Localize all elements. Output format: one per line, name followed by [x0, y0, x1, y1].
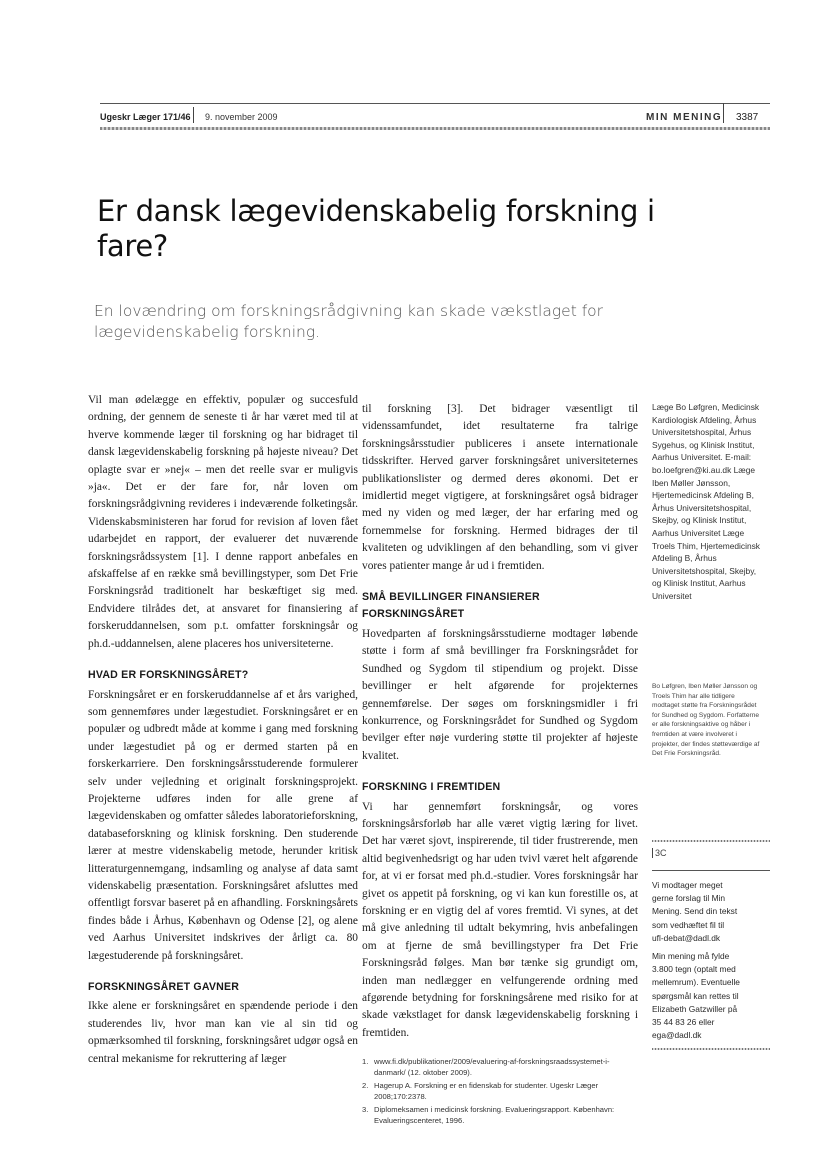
box-logo: [652, 848, 770, 870]
reference-item: [362, 1056, 638, 1078]
body-paragraph: til forskning [3]. Det bidrager væsentligt til videnssamfundet, idet resultaterne fra talrige forskningsårsstudier publiceres i ansete internationale tidsskrifter. Herved garver forskningsåret universiteternes publikationslister og dermed deres økonomi. Det er imidlertid meget vigtigere, at forskningsåret også bidrager med ny viden og med læger, der har erfaring med og fornemmelse for forskning. Hermed bidrages der til kvaliteten og udviklingen af den behandling, som vi giver vores patienter mange år ud i fremtiden.: [362, 403, 638, 572]
reference-number: 2.: [362, 1081, 369, 1091]
body-column-2: [362, 401, 638, 1128]
journal-name: Ugeskr Læger 171/46: [100, 112, 191, 122]
body-paragraph: Hovedparten af forskningsårsstudierne modtager løbende støtte i form af små bevillinger fra Forskningsrådet for Sundhed og Sygdom til stipendium og projekt. Disse bevillinger er helt afgørende for projekternes gennemførelse. Der søges om forskningsmidler i fri konkurrence, og Forskningsrådet for Sundhed og Sygdom bevilger efter nøje vurdering støtte til projekter af højeste kvalitet.: [362, 627, 638, 762]
info-line: Vi modtager meget: [652, 880, 723, 890]
issue-date: 9. november 2009: [205, 112, 278, 122]
info-line: Elizabeth Gatzwiller på: [652, 1003, 738, 1014]
section-label: MIN MENING: [646, 112, 723, 123]
reference-text: Diplomeksamen i medicinsk forskning. Evalueringsrapport. København: Evalueringscenteret, 1996.: [374, 1105, 615, 1126]
info-line: gerne forslag til Min: [652, 893, 726, 904]
box-top-rule: [652, 840, 770, 842]
section-heading: FORSKNINGSÅRET GAVNER: [88, 981, 240, 993]
body-column-1: [88, 392, 358, 1068]
info-line: spørgsmål kan rettes til: [652, 990, 739, 1001]
section-heading: HVAD ER FORSKNINGSÅRET?: [88, 669, 249, 682]
body-paragraph: Ikke alene er forskningsåret en spændende periode i den studerendes liv, hvor man kan vie al sin tid og opmærksomhed til forskning, forskningsåret udgør også en central mekanisme for rekruttering af læger: [88, 1000, 358, 1065]
box-bottom-rule: [652, 1048, 770, 1050]
header-top-rule: [100, 103, 770, 104]
header-separator: [723, 103, 724, 123]
box-divider: [652, 870, 770, 871]
info-line: som vedhæftet fil til: [652, 919, 725, 930]
disclosure-text: Bo Løfgren, Iben Møller Jønsson og Troels Thim har alle tidligere modtaget støtte fra Forskningsrådet for Sundhed og Sygdom. Forfatterne er alle forskningsaktive og håber i fremtiden at være involveret i projekter, der findes støtteværdige af Det Frie Forskningsråd.: [652, 683, 760, 758]
info-line: mellemrum). Eventuelle: [652, 977, 740, 988]
submission-info: [652, 879, 770, 1042]
section-heading: SMÅ BEVILLINGER FINANSIERER FORSKNINGSÅRET: [362, 591, 540, 621]
body-paragraph: Vi har gennemført forskningsår, og vores forskningsårsforløb har alle været vigtig læring for livet. Det har været sjovt, inspirerende, til tider frustrerende, men altid begivenhedsrigt og har uden tvivl været helt afgørende for, at vi er forsat med ph.d.-studier. Vores forskningsår har givet os appetit på forskning, og vi kan kun forestille os, at forskning er en vigtig del af vores fremtid. Vi synes, at det må give anledning til udtalt bekymring, hvis anbefalingen om at fjerne de små bevillingstyper fra Det Frie Forskningsråd følges. Man bør tænke sig grundigt om, inden man nedlægger en velfungerende ordning med afgørende betydning for forskningsårene med risiko for at skade vækstlaget for dansk lægevidenskabelig forskning i fremtiden.: [362, 800, 638, 1039]
body-paragraph: Forskningsåret er en forskeruddannelse af et års varighed, som gennemføres under lægestudiet. Forskningsåret er en populær og udbredt måde at komme i gang med forskning under lægestudiet på og er dermed starten på en forskerkarriere. Den forskningsårsstuderende formulerer selv under vejledning et originalt forskningsprojekt. Projekterne udføres inden for alle grene af lægevidenskaben og omfatter således laboratorieforskning, databaseforskning og klinisk forskning. Den studerende lærer at mestre videnskabelig metode, herunder kritisk litteraturgennemgang, indsamling og analyse af data samt videnskabelig præsentation. Forskningsåret afsluttes med offentligt forsvar baseret på en afhandling. Forskningsårets findes både i Århus, København og Odense [2], og alene ved Aarhus Universitet indskrives der årligt ca. 80 lægestuderende på forskningsåret.: [88, 688, 358, 962]
page-number: 3387: [736, 112, 759, 123]
box-logo-text: 3C: [652, 848, 667, 858]
conflict-disclosure: [652, 682, 764, 759]
reference-number: 3.: [362, 1105, 369, 1115]
article-lead: En lovændring om forskningsrådgivning kan skade vækstlaget for lægevidenskabelig forskning.: [94, 302, 604, 341]
reference-list: [362, 1056, 638, 1126]
article-title: Er dansk lægevidenskabelig forskning i fare?: [97, 194, 655, 263]
section-heading: FORSKNING I FREMTIDEN: [362, 781, 501, 794]
reference-text: Hagerup A. Forskning er en fidenskab for studenter. Ugeskr Læger 2008;170:2378.: [374, 1081, 599, 1102]
running-header: [100, 103, 770, 125]
reference-item: [362, 1104, 638, 1126]
intro-paragraph: Vil man ødelægge en effektiv, populær og succesfuld ordning, der gennem de seneste ti år har været med til at hverve kommende læger til forskning og har bidraget til dansk lægevidenskabelig forskning på højeste niveau? Det oplagte svar er »nej« – men det reelle svar er muligvis »ja«. Det er der fare for, når loven om forskningsrådgivning revideres i indeværende folketingsår. Videnskabsministeren har forud for revision af loven fået udarbejdet en rapport, der evaluerer det nuværende forskningsrådssystem [1]. I denne rapport anbefales en afskaffelse af en række små bevillingstyper, som Det Frie Forskningsråd traditionelt har beskæftiget sig med. Endvidere tilrådes det, at ansvaret for finansiering af forskeruddannelsen, som p.t. omfatter forskningsår og ph.d.-uddannelsen, alene placeres hos universiteterne.: [88, 394, 358, 650]
author-affiliations: [652, 401, 764, 603]
header-bottom-rule: [100, 127, 770, 130]
contact-email[interactable]: ega@dadl.dk: [652, 1030, 702, 1041]
submission-email[interactable]: ufl-debat@dadl.dk: [652, 932, 721, 943]
reference-item: [362, 1080, 638, 1102]
reference-text: www.fi.dk/publikationer/2009/evaluering-af-forskningsraadssystemet-i-danmark/ (12. oktober 2009).: [374, 1057, 610, 1078]
info-line: 3.800 tegn (optalt med: [652, 964, 736, 975]
header-separator: [193, 107, 194, 123]
info-line: 35 44 83 26 eller: [652, 1017, 715, 1028]
reference-number: 1.: [362, 1057, 369, 1067]
info-line: Mening. Send din tekst: [652, 906, 738, 917]
submission-box: [652, 840, 770, 1050]
info-line: Min mening må fylde: [652, 951, 730, 962]
affiliations-text: Læge Bo Løfgren, Medicinsk Kardiologisk Afdeling, Århus Universitetshospital, Århus Sygehus, og Klinisk Institut, Aarhus Universitet. E-mail: bo.loefgren@ki.au.dk Læge Iben Møller Jønsson, Hjertemedicinsk Afdeling B, Århus Universitetshospital, Skejby, og Klinisk Institut, Aarhus Universitet Læge Troels Thim, Hjertemedicinsk Afdeling B, Århus Universitetshospital, Skejby, og Klinisk Institut, Aarhus Universitet: [652, 402, 760, 601]
